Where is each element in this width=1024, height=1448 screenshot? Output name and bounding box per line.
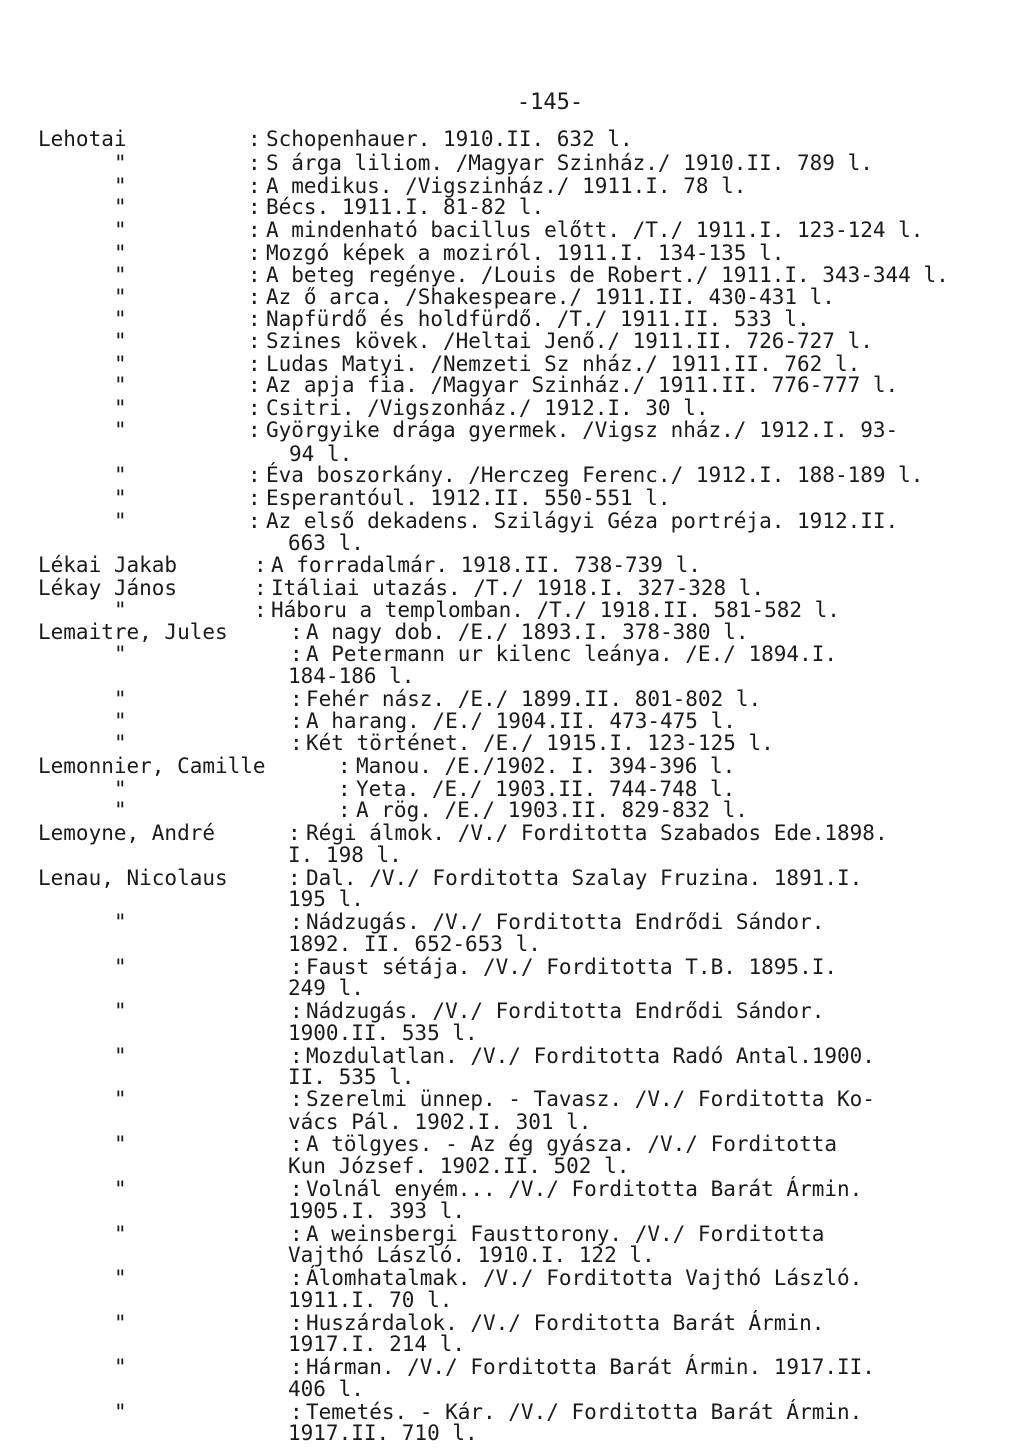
entry-text: Mozgó képek a moziról. 1911.I. 134-135 l. bbox=[266, 241, 785, 265]
entry-text: Nádzugás. /V./ Forditotta Endrődi Sándor. bbox=[306, 910, 825, 934]
separator-colon: : bbox=[290, 910, 303, 934]
author-name: " bbox=[114, 955, 127, 979]
author-name: " bbox=[114, 999, 127, 1023]
author-name: " bbox=[114, 1087, 127, 1111]
entry-text: Háboru a templomban. /T./ 1918.II. 581-582 l. bbox=[271, 598, 840, 622]
entry-text: Györgyike drága gyermek. /Vigsz nház./ 1912.I. 93- bbox=[266, 418, 899, 442]
author-name: Lemaitre, Jules bbox=[38, 620, 228, 644]
author-name: Lemonnier, Camille bbox=[38, 754, 266, 778]
author-name: Lemoyne, André bbox=[38, 821, 216, 845]
entry-text: A rög. /E./ 1903.II. 829-832 l. bbox=[356, 798, 748, 822]
entry-text: 195 l. bbox=[288, 887, 364, 911]
author-name: " bbox=[114, 463, 127, 487]
entry-text: Schopenhauer. 1910.II. 632 l. bbox=[266, 127, 633, 151]
entry-text: Mozdulatlan. /V./ Forditotta Radó Antal.1900. bbox=[306, 1044, 875, 1068]
separator-colon: : bbox=[290, 1266, 303, 1290]
entry-text: A harang. /E./ 1904.II. 473-475 l. bbox=[306, 709, 736, 733]
entry-text: 184-186 l. bbox=[288, 664, 415, 688]
separator-colon: : bbox=[248, 329, 261, 353]
author-name: " bbox=[114, 1222, 127, 1246]
author-name: " bbox=[114, 329, 127, 353]
entry-text: Faust sétája. /V./ Forditotta T.B. 1895.I. bbox=[306, 955, 838, 979]
separator-colon: : bbox=[290, 1177, 303, 1201]
separator-colon: : bbox=[248, 396, 261, 420]
entry-text: Volnál enyém... /V./ Forditotta Barát Ármin. bbox=[306, 1177, 863, 1201]
author-name: " bbox=[114, 307, 127, 331]
author-name: " bbox=[114, 174, 127, 198]
separator-colon: : bbox=[248, 263, 261, 287]
separator-colon: : bbox=[248, 373, 261, 397]
page-number: -145- bbox=[516, 90, 584, 115]
author-name: " bbox=[114, 1400, 127, 1424]
separator-colon: : bbox=[248, 151, 261, 175]
separator-colon: : bbox=[338, 798, 351, 822]
separator-colon: : bbox=[248, 463, 261, 487]
entry-text: A beteg regénye. /Louis de Robert./ 1911.I. 343-344 l. bbox=[266, 263, 949, 287]
entry-text: Ludas Matyi. /Nemzeti Sz nház./ 1911.II. 762 l. bbox=[266, 352, 861, 376]
author-name: " bbox=[114, 352, 127, 376]
entry-text: Az apja fia. /Magyar Szinház./ 1911.II. 776-777 l. bbox=[266, 373, 899, 397]
separator-colon: : bbox=[290, 687, 303, 711]
entry-text: A Petermann ur kilenc leánya. /E./ 1894.I. bbox=[306, 642, 838, 666]
author-name: " bbox=[114, 777, 127, 801]
separator-colon: : bbox=[290, 1132, 303, 1156]
author-name: " bbox=[114, 687, 127, 711]
separator-colon: : bbox=[290, 1311, 303, 1335]
entry-text: Hárman. /V./ Forditotta Barát Ármin. 1917.II. bbox=[306, 1355, 875, 1379]
entry-text: 1911.I. 70 l. bbox=[288, 1288, 453, 1312]
separator-colon: : bbox=[290, 709, 303, 733]
separator-colon: : bbox=[248, 285, 261, 309]
author-name: " bbox=[114, 396, 127, 420]
entry-text: Két történet. /E./ 1915.I. 123-125 l. bbox=[306, 731, 774, 755]
separator-colon: : bbox=[248, 127, 261, 151]
entry-text: 406 l. bbox=[288, 1377, 364, 1401]
separator-colon: : bbox=[290, 1355, 303, 1379]
entry-text: A tölgyes. - Az ég gyásza. /V./ Forditotta bbox=[306, 1132, 838, 1156]
separator-colon: : bbox=[288, 821, 301, 845]
author-name: " bbox=[114, 598, 127, 622]
separator-colon: : bbox=[338, 777, 351, 801]
separator-colon: : bbox=[290, 955, 303, 979]
separator-colon: : bbox=[248, 418, 261, 442]
separator-colon: : bbox=[290, 642, 303, 666]
author-name: " bbox=[114, 218, 127, 242]
author-name: " bbox=[114, 1177, 127, 1201]
separator-colon: : bbox=[290, 999, 303, 1023]
entry-text: 1905.I. 393 l. bbox=[288, 1199, 466, 1223]
separator-colon: : bbox=[248, 486, 261, 510]
entry-text: Dal. /V./ Forditotta Szalay Fruzina. 1891.I. bbox=[306, 866, 863, 890]
separator-colon: : bbox=[290, 1044, 303, 1068]
entry-text: Yeta. /E./ 1903.II. 744-748 l. bbox=[356, 777, 736, 801]
separator-colon: : bbox=[290, 1222, 303, 1246]
separator-colon: : bbox=[290, 1400, 303, 1424]
entry-text: 1917.II. 710 l. bbox=[288, 1421, 478, 1445]
entry-text: Temetés. - Kár. /V./ Forditotta Barát Ármin. bbox=[306, 1400, 863, 1424]
entry-text: Éva boszorkány. /Herczeg Ferenc./ 1912.I. 188-189 l. bbox=[266, 463, 924, 487]
separator-colon: : bbox=[248, 174, 261, 198]
author-name: Lenau, Nicolaus bbox=[38, 866, 228, 890]
author-name: " bbox=[114, 1044, 127, 1068]
separator-colon: : bbox=[248, 241, 261, 265]
entry-text: A weinsbergi Fausttorony. /V./ Forditotta bbox=[306, 1222, 825, 1246]
author-name: " bbox=[114, 1311, 127, 1335]
entry-text: Huszárdalok. /V./ Forditotta Barát Ármin. bbox=[306, 1311, 825, 1335]
author-name: Lehotai bbox=[38, 127, 127, 151]
author-name: " bbox=[114, 285, 127, 309]
entry-text: Fehér nász. /E./ 1899.II. 801-802 l. bbox=[306, 687, 762, 711]
separator-colon: : bbox=[290, 1087, 303, 1111]
separator-colon: : bbox=[248, 195, 261, 219]
author-name: " bbox=[114, 642, 127, 666]
author-name: " bbox=[114, 241, 127, 265]
entry-text: 1900.II. 535 l. bbox=[288, 1021, 478, 1045]
author-name: " bbox=[114, 1266, 127, 1290]
author-name: " bbox=[114, 1355, 127, 1379]
separator-colon: : bbox=[288, 866, 301, 890]
entry-text: 1917.I. 214 l. bbox=[288, 1332, 466, 1356]
entry-text: Az első dekadens. Szilágyi Géza portréja. 1912.II. bbox=[266, 509, 899, 533]
entry-text: Napfürdő és holdfürdő. /T./ 1911.II. 533 l. bbox=[266, 307, 810, 331]
separator-colon: : bbox=[338, 754, 351, 778]
entry-text: 249 l. bbox=[288, 976, 364, 1000]
entry-text: 663 l. bbox=[288, 531, 364, 555]
author-name: " bbox=[114, 798, 127, 822]
entry-text: Nádzugás. /V./ Forditotta Endrődi Sándor. bbox=[306, 999, 825, 1023]
author-name: " bbox=[114, 195, 127, 219]
entry-text: 1892. II. 652-653 l. bbox=[288, 932, 541, 956]
separator-colon: : bbox=[290, 620, 303, 644]
separator-colon: : bbox=[290, 731, 303, 755]
author-name: " bbox=[114, 373, 127, 397]
entry-text: I. 198 l. bbox=[288, 843, 402, 867]
separator-colon: : bbox=[254, 576, 267, 600]
entry-text: vács Pál. 1902.I. 301 l. bbox=[288, 1110, 592, 1134]
separator-colon: : bbox=[248, 307, 261, 331]
author-name: " bbox=[114, 509, 127, 533]
entry-text: Bécs. 1911.I. 81-82 l. bbox=[266, 195, 545, 219]
entry-text: Szines kövek. /Heltai Jenő./ 1911.II. 726-727 l. bbox=[266, 329, 873, 353]
author-name: " bbox=[114, 418, 127, 442]
author-name: " bbox=[114, 151, 127, 175]
entry-text: Csitri. /Vigszonház./ 1912.I. 30 l. bbox=[266, 396, 709, 420]
entry-text: A forradalmár. 1918.II. 738-739 l. bbox=[271, 553, 701, 577]
entry-text: A medikus. /Vigszinház./ 1911.I. 78 l. bbox=[266, 174, 747, 198]
entry-text: II. 535 l. bbox=[288, 1065, 415, 1089]
entry-text: Régi álmok. /V./ Forditotta Szabados Ede.1898. bbox=[306, 821, 888, 845]
author-name: " bbox=[114, 263, 127, 287]
entry-text: Álomhatalmak. /V./ Forditotta Vajthó László. bbox=[306, 1266, 863, 1290]
entry-text: Itáliai utazás. /T./ 1918.I. 327-328 l. bbox=[271, 576, 765, 600]
entry-text: Kun József. 1902.II. 502 l. bbox=[288, 1154, 630, 1178]
entry-text: Szerelmi ünnep. - Tavasz. /V./ Forditotta Ko- bbox=[306, 1087, 875, 1111]
entry-text: 94 l. bbox=[289, 442, 353, 466]
entry-text: Vajthó László. 1910.I. 122 l. bbox=[288, 1243, 655, 1267]
author-name: " bbox=[114, 1132, 127, 1156]
separator-colon: : bbox=[254, 553, 267, 577]
author-name: " bbox=[114, 910, 127, 934]
author-name: " bbox=[114, 731, 127, 755]
author-name: Lékai Jakab bbox=[38, 553, 178, 577]
author-name: Lékay János bbox=[38, 576, 178, 600]
author-name: " bbox=[114, 709, 127, 733]
separator-colon: : bbox=[248, 352, 261, 376]
entry-text: Az ő arca. /Shakespeare./ 1911.II. 430-431 l. bbox=[266, 285, 835, 309]
entry-text: S árga liliom. /Magyar Szinház./ 1910.II. 789 l. bbox=[266, 151, 873, 175]
entry-text: Manou. /E./1902. I. 394-396 l. bbox=[356, 754, 736, 778]
separator-colon: : bbox=[248, 509, 261, 533]
entry-text: Esperantóul. 1912.II. 550-551 l. bbox=[266, 486, 671, 510]
separator-colon: : bbox=[248, 218, 261, 242]
entry-text: A mindenható bacillus előtt. /T./ 1911.I. 123-124 l. bbox=[266, 218, 924, 242]
entry-text: A nagy dob. /E./ 1893.I. 378-380 l. bbox=[306, 620, 749, 644]
author-name: " bbox=[114, 486, 127, 510]
separator-colon: : bbox=[254, 598, 267, 622]
